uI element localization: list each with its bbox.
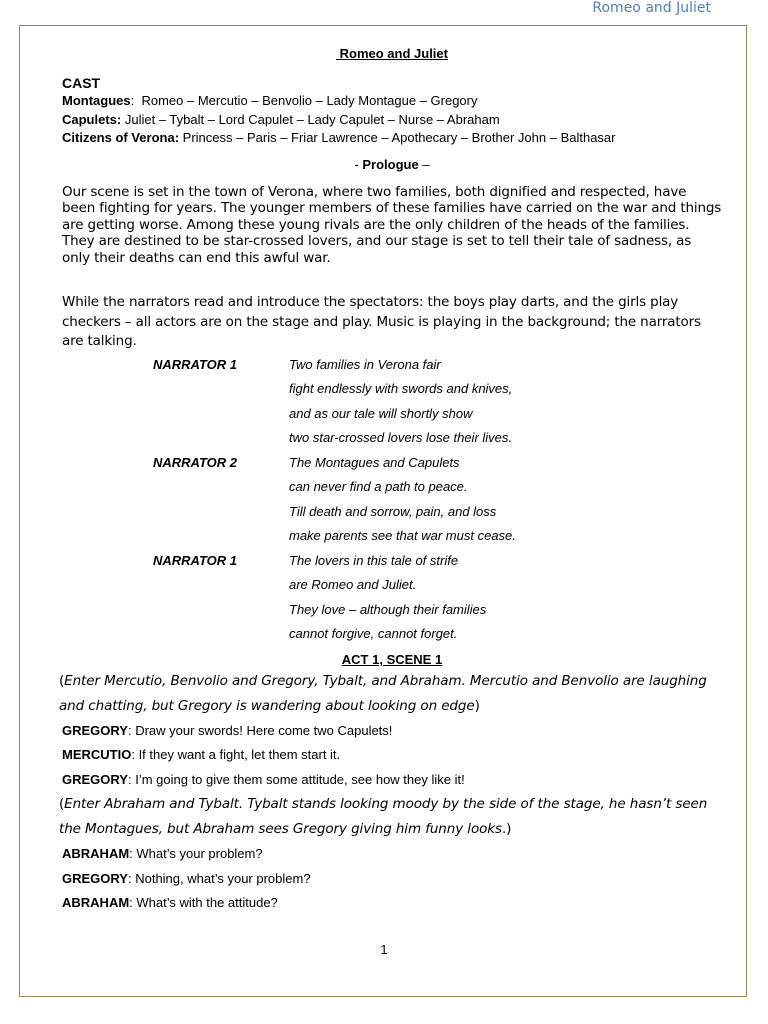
stage-direction (59, 669, 722, 719)
narration-row (62, 499, 722, 524)
dialogue-text: : What’s with the attitude? (129, 895, 278, 911)
narration-row (62, 548, 722, 573)
narration-line: cannot forgive, cannot forget. (289, 626, 458, 642)
cast-group-label: Citizens of Verona: (62, 130, 180, 145)
narration-row (62, 376, 722, 401)
cast-line-capulets (62, 111, 722, 130)
dialogue-text: : What’s your problem? (129, 846, 263, 862)
speaker-name: GREGORY (62, 870, 128, 886)
prologue-suffix: – (418, 156, 430, 172)
intro-paragraph: Our scene is set in the town of Verona, where two families, both dignified and respected, have been fighting for years. The younger members of these families have carried on the war and things are getting worse. Among these young rivals are the only children of the heads of the families. They are destined to be star-crossed lovers, and our stage is set to tell their tale of sadness, as only their deaths can end this awful war. (62, 183, 722, 266)
paren-close: ) (474, 697, 480, 714)
speaker-name: ABRAHAM (62, 895, 130, 911)
cast-heading: CAST (62, 75, 101, 91)
cast-members: Juliet – Tybalt – Lord Capulet – Lady Capulet – Nurse – Abraham (124, 111, 500, 127)
narration-row (62, 450, 722, 475)
paren-open: ( (59, 672, 65, 689)
narration-line: two star-crossed lovers lose their lives. (289, 430, 513, 446)
dialogue-text: : I’m going to give them some attitude, see how they like it! (127, 771, 465, 787)
narration-row (62, 621, 722, 646)
paren-close: .) (501, 821, 512, 838)
narration-line: The Montagues and Capulets (289, 454, 460, 470)
narration-line: They love – although their families (289, 601, 487, 617)
narration-block (62, 352, 722, 646)
narration-line: Till death and sorrow, pain, and loss (289, 503, 497, 519)
stage-direction (59, 792, 722, 842)
dialogue-line (62, 891, 722, 916)
narration-row (62, 523, 722, 548)
dialogue-line (62, 842, 722, 867)
narration-line: The lovers in this tale of strife (289, 552, 459, 568)
narration-row (62, 425, 722, 450)
act-heading: ACT 1, SCENE 1 (341, 651, 443, 667)
cast-members: Princess – Paris – Friar Lawrence – Apothecary – Brother John – Balthasar (182, 130, 616, 145)
dialogue-line (62, 743, 722, 768)
narration-line: and as our tale will shortly show (289, 405, 473, 421)
cast-line-citizens (62, 129, 722, 148)
narration-row (62, 597, 722, 622)
narration-row (62, 352, 722, 377)
cast-members: Romeo – Mercutio – Benvolio – Lady Montague – Gregory (141, 93, 478, 108)
dialogue-line (62, 768, 722, 793)
narration-row (62, 401, 722, 426)
narrator-label: NARRATOR 2 (153, 454, 238, 470)
cast-group-label: Montagues (62, 93, 131, 108)
prologue-prefix: - (354, 156, 363, 172)
cast-separator: : (130, 93, 142, 108)
narration-line: are Romeo and Juliet. (289, 577, 417, 593)
stage-direction-text: Enter Mercutio, Benvolio and Gregory, Tybalt, and Abraham. Mercutio and Benvolio are laughing and chatting, but Gregory is wandering about looking on edge (59, 672, 707, 714)
dialogue-text: : Draw your swords! Here come two Capulets! (127, 722, 393, 738)
dialogue-line (62, 719, 722, 744)
narration-row (62, 474, 722, 499)
header-title: Romeo and Juliet (592, 0, 711, 16)
speaker-name: GREGORY (62, 722, 128, 738)
narration-line: can never find a path to peace. (289, 479, 468, 495)
document-title: Romeo and Juliet (336, 46, 448, 61)
paren-open: ( (59, 796, 65, 813)
cast-list (62, 92, 722, 148)
dialogue-text: : Nothing, what’s your problem? (127, 870, 311, 886)
narration-row (62, 572, 722, 597)
stage-direction-text: Enter Abraham and Tybalt. Tybalt stands looking moody by the side of the stage, he hasn’t seen the Montagues, but Abraham sees Gregory giving him funny looks (59, 796, 708, 838)
page-number: 1 (380, 942, 388, 957)
stage-paragraph: While the narrators read and introduce the spectators: the boys play darts, and the girls play checkers – all actors are on the stage and play. Music is playing in the background; the narrators are talking. (62, 294, 701, 350)
narration-line: fight endlessly with swords and knives, (289, 381, 513, 397)
narration-line: Two families in Verona fair (289, 356, 441, 372)
document-body (59, 44, 722, 916)
speaker-name: GREGORY (62, 771, 128, 787)
narrator-label: NARRATOR 1 (153, 552, 238, 568)
dialogue-text: : If they want a fight, let them start it. (131, 747, 341, 763)
cast-line-montagues (62, 92, 722, 111)
cast-group-label: Capulets: (62, 111, 122, 127)
prologue-heading (62, 157, 722, 172)
dialogue-line (62, 867, 722, 892)
prologue-label: Prologue (362, 156, 419, 172)
speaker-name: ABRAHAM (62, 846, 130, 862)
speaker-name: MERCUTIO (62, 747, 132, 763)
narrator-label: NARRATOR 1 (153, 356, 238, 372)
narration-line: make parents see that war must cease. (289, 528, 516, 544)
